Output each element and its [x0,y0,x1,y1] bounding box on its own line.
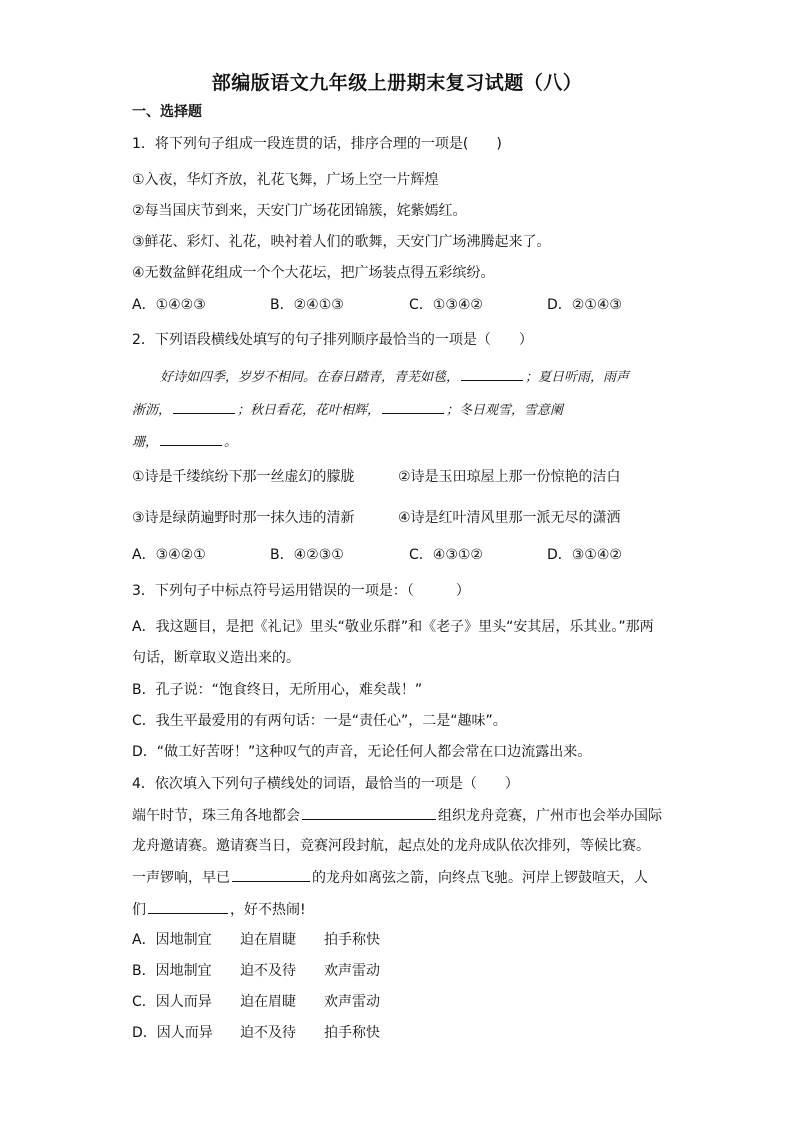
q3-option-c: C．我生平最爱用的有两句话：一是“责任心”，二是“趣味”。 [132,713,507,729]
q4-blank-1 [302,805,436,820]
q1-option-a: A．①④②③ [132,297,206,313]
q1-item-2: ②每当国庆节到来，天安门广场花团锦簇，姹紫嫣红。 [132,203,467,219]
q4-option-word: 迫不及待 [240,1025,296,1041]
q2-passage-text: 。 [224,435,238,450]
q2-passage-line-3 [132,431,237,453]
q3-option-a-line-2: 句话，断章取义造出来的。 [132,650,300,666]
q2-passage-text: 好诗如四季，岁岁不相同。在春日踏青，青芜如毯， [160,370,460,385]
q3-option-b: B．孔子说：“饱食终日，无所用心，难矣哉！” [132,682,423,698]
q2-choice-4: ④诗是红叶清风里那一派无尽的潇洒 [398,510,621,526]
q4-option-b [132,961,380,981]
q4-passage-text: 组织龙舟竞赛，广州市也会举办国际 [438,808,662,824]
q4-option-word: 拍手称快 [324,932,380,948]
q1-option-d: D．②①④③ [547,297,622,313]
q4-passage-text: 一声锣响，早已 [132,870,230,886]
q4-option-word: 迫不及待 [240,963,296,979]
q2-passage-text: ；夏日听雨，雨声 [525,370,630,385]
question-1-stem: 1．将下列句子组成一段连贯的话，排序合理的一项是( ) [132,136,502,152]
q2-blank-3 [382,399,444,414]
q1-item-3: ③鲜花、彩灯、礼花，映衬着人们的歌舞，天安门广场沸腾起来了。 [132,234,551,250]
q4-passage-line-3 [132,867,648,888]
q4-passage-text: 端午时节，珠三角各地都会 [132,808,300,824]
q2-choice-3: ③诗是绿荫遍野时那一抹久违的清新 [132,510,355,526]
q1-option-b: B．②④①③ [270,297,344,313]
q2-blank-1 [461,366,523,381]
q1-item-4: ④无数盆鲜花组成一个个大花坛，把广场装点得五彩缤纷。 [132,265,495,281]
q4-passage-text: 的龙舟如离弦之箭，向终点飞驰。河岸上锣鼓喧天，人 [312,870,648,886]
q2-option-a: A．③④②① [132,547,206,563]
q2-option-c: C．④③①② [409,547,483,563]
q4-option-word: A．因地制宜 [132,932,212,948]
q4-passage-line-1 [132,805,662,826]
question-4-stem: 4．依次填入下列句子横线处的词语，最恰当的一项是（ ） [132,776,519,792]
q4-option-word: 欢声雷动 [324,994,380,1010]
q4-blank-3 [148,899,228,914]
q1-option-c: C．①③④② [409,297,483,313]
q2-passage-line-2 [132,399,563,421]
q3-option-d: D．“做工好苦呀！”这种叹气的声音，无论任何人都会常在口边流露出来。 [132,744,592,760]
section-heading: 一、选择题 [132,104,202,120]
q2-passage-text: ；冬日观雪，雪意阑 [446,403,564,418]
q2-choice-2: ②诗是玉田琼屋上那一份惊艳的洁白 [398,469,621,485]
page-title: 部编版语文九年级上册期末复习试题（八） [211,72,583,94]
q4-option-a [132,930,380,950]
q2-passage-text: 淅沥， [132,403,172,418]
q4-option-word: 迫在眉睫 [240,994,296,1010]
q4-option-word: B．因地制宜 [132,963,212,979]
q4-option-word: 迫在眉睫 [240,932,296,948]
q2-passage-text: 珊， [132,435,159,450]
q2-passage-line-1 [160,366,629,388]
q2-blank-4 [160,431,222,446]
q4-option-word: 拍手称快 [324,1025,380,1041]
q4-passage-text: 们 [132,902,146,918]
q4-option-c [132,992,380,1012]
q2-passage-text: ；秋日看花，花叶相辉， [237,403,381,418]
q1-item-1: ①入夜，华灯齐放，礼花飞舞，广场上空一片辉煌 [132,172,439,188]
q2-option-b: B．④②③① [270,547,344,563]
q4-option-word: 欢声雷动 [324,963,380,979]
question-2-stem: 2．下列语段横线处填写的句子排列顺序最恰当的一项是（ ） [132,332,533,348]
q2-option-d: D．③①④② [547,547,622,563]
q3-option-a-line-1: A．我这题目，是把《礼记》里头“敬业乐群”和《老子》里头“安其居，乐其业。”那两 [132,619,654,635]
q2-blank-2 [173,399,235,414]
q4-option-d [132,1023,380,1043]
q4-passage-line-4 [132,899,306,920]
q4-option-word: C．因人而异 [132,994,212,1010]
q4-option-word: D．因人而异 [132,1025,213,1041]
question-3-stem: 3．下列句子中标点符号运用错误的一项是：（ ） [132,583,470,599]
q4-passage-text: ，好不热闹! [230,902,306,918]
q2-choice-1: ①诗是千缕缤纷下那一丝虚幻的朦胧 [132,469,355,485]
q4-passage-line-2: 龙舟邀请赛。邀请赛当日，竞赛河段封航，起点处的龙舟成队依次排列，等候比赛。 [132,838,650,854]
q4-blank-2 [232,867,310,882]
